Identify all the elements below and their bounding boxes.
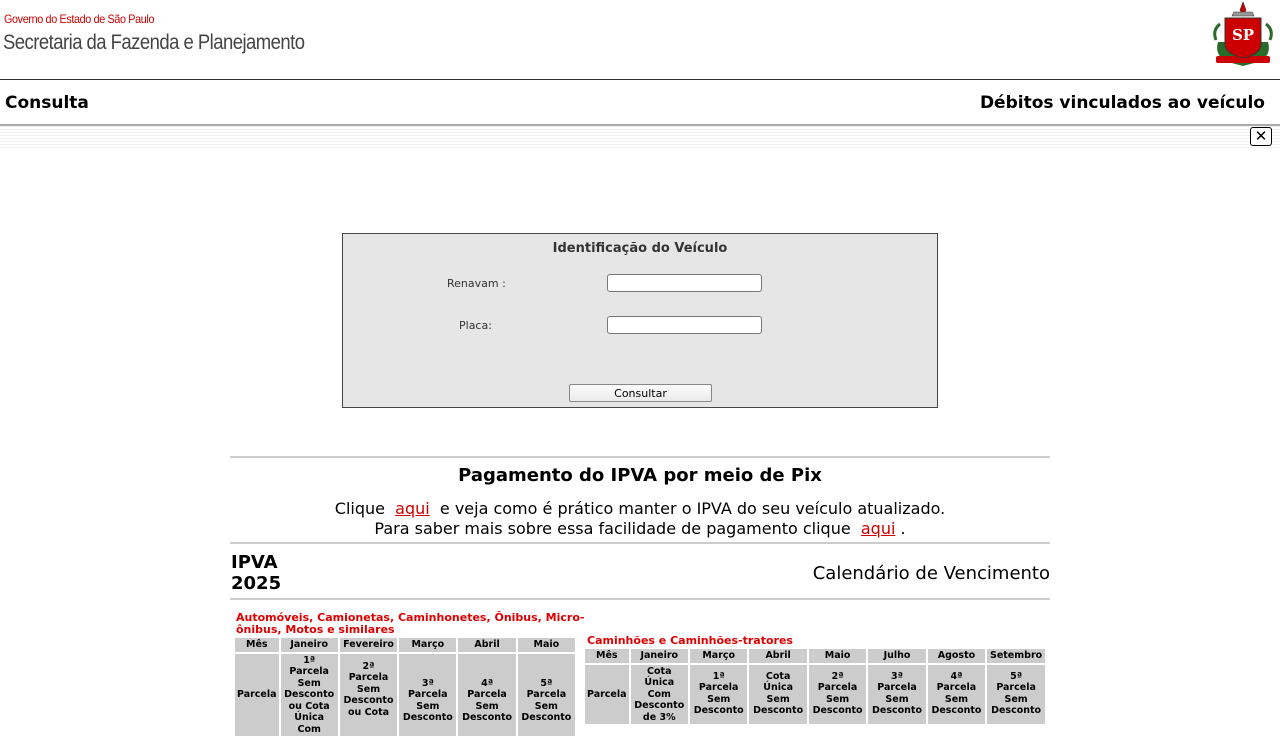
table-header: Janeiro — [281, 638, 338, 652]
site-header — [0, 0, 1280, 80]
divider — [230, 542, 1050, 544]
table-cell: 4ª Parcela Sem Desconto — [928, 665, 985, 725]
table-header: Agosto — [928, 649, 985, 663]
table-cell: 2ª Parcela Sem Desconto ou Cota — [340, 654, 397, 737]
truck-table-caption: Caminhões e Caminhões-tratores — [587, 634, 793, 647]
table-header: Abril — [458, 638, 515, 652]
divider — [230, 456, 1050, 458]
pix-howto-link[interactable]: aqui — [395, 499, 430, 518]
auto-table-caption — [236, 612, 584, 636]
page-subtitle: Débitos vinculados ao veículo — [979, 93, 1265, 113]
table-header: Mês — [585, 649, 629, 663]
table-header: Março — [399, 638, 456, 652]
decorative-stripe — [0, 126, 1280, 148]
table-row — [585, 665, 1045, 725]
pix-title: Pagamento do IPVA por meio de Pix — [458, 465, 822, 486]
table-cell: 1ª Parcela Sem Desconto — [690, 665, 747, 725]
table-header: Julho — [868, 649, 925, 663]
table-header: Março — [690, 649, 747, 663]
table-cell: 3ª Parcela Sem Desconto — [399, 654, 456, 737]
auto-caption-line-2: ônibus, Motos e similares — [236, 623, 395, 636]
placa-input[interactable] — [607, 316, 762, 334]
table-header: Abril — [749, 649, 806, 663]
table-cell: 1ª Parcela Sem Desconto ou Cota Única Com — [281, 654, 338, 737]
placa-label: Placa: — [459, 319, 492, 332]
pix-info-link[interactable]: aqui — [860, 519, 896, 538]
table-cell: 5ª Parcela Sem Desconto — [987, 665, 1045, 725]
table-cell: Cota Única Sem Desconto — [749, 665, 806, 725]
table-cell: 3ª Parcela Sem Desconto — [868, 665, 925, 725]
consultar-button[interactable]: Consultar — [569, 384, 712, 402]
table-header-row — [585, 649, 1045, 663]
sp-coat-of-arms-icon — [1208, 0, 1278, 70]
pix-line-2-after: . — [900, 519, 906, 538]
ipva-word: IPVA — [231, 552, 278, 573]
table-cell: Cota Única Com Desconto de 3% — [631, 665, 688, 725]
row-label: Parcela — [235, 654, 279, 737]
renavam-input[interactable] — [607, 274, 762, 292]
table-cell: 5ª Parcela Sem Desconto — [518, 654, 575, 737]
government-line: Governo do Estado de São Paulo — [4, 12, 155, 26]
page-titlebar — [0, 80, 1280, 126]
table-row — [235, 654, 575, 737]
auto-caption-line-1: Automóveis, Camionetas, Caminhonetes, Ônibus, Micro- — [236, 611, 585, 624]
table-header: Janeiro — [631, 649, 688, 663]
pix-line-1 — [230, 499, 1050, 518]
close-button[interactable]: ✕ — [1250, 127, 1272, 146]
page-title: Consulta — [5, 93, 89, 113]
vehicle-identification-form — [342, 233, 938, 408]
divider — [230, 598, 1050, 600]
form-title: Identificação do Veículo — [552, 241, 728, 256]
table-header: Fevereiro — [340, 638, 397, 652]
table-header: Mês — [235, 638, 279, 652]
ipva-year: 2025 — [231, 573, 282, 594]
pix-line-1-after: e veja como é prático manter o IPVA do seu veículo atualizado. — [439, 499, 946, 518]
table-cell: 2ª Parcela Sem Desconto — [809, 665, 866, 725]
auto-calendar-table — [233, 636, 577, 738]
ipva-year-heading — [231, 552, 281, 594]
row-label: Parcela — [585, 665, 629, 725]
pix-line-2 — [230, 519, 1050, 538]
renavam-label: Renavam : — [447, 277, 506, 290]
calendar-title: Calendário de Vencimento — [812, 563, 1050, 584]
pix-line-1-before: Clique — [334, 499, 385, 518]
pix-line-2-before: Para saber mais sobre essa facilidade de pagamento clique — [374, 519, 851, 538]
table-header: Setembro — [987, 649, 1045, 663]
svg-text:SP: SP — [1231, 26, 1255, 44]
table-cell: 4ª Parcela Sem Desconto — [458, 654, 515, 737]
table-header: Maio — [809, 649, 866, 663]
secretariat-name: Secretaria da Fazenda e Planejamento — [3, 31, 305, 54]
table-header: Maio — [518, 638, 575, 652]
truck-calendar-table — [583, 647, 1047, 726]
table-header-row — [235, 638, 575, 652]
